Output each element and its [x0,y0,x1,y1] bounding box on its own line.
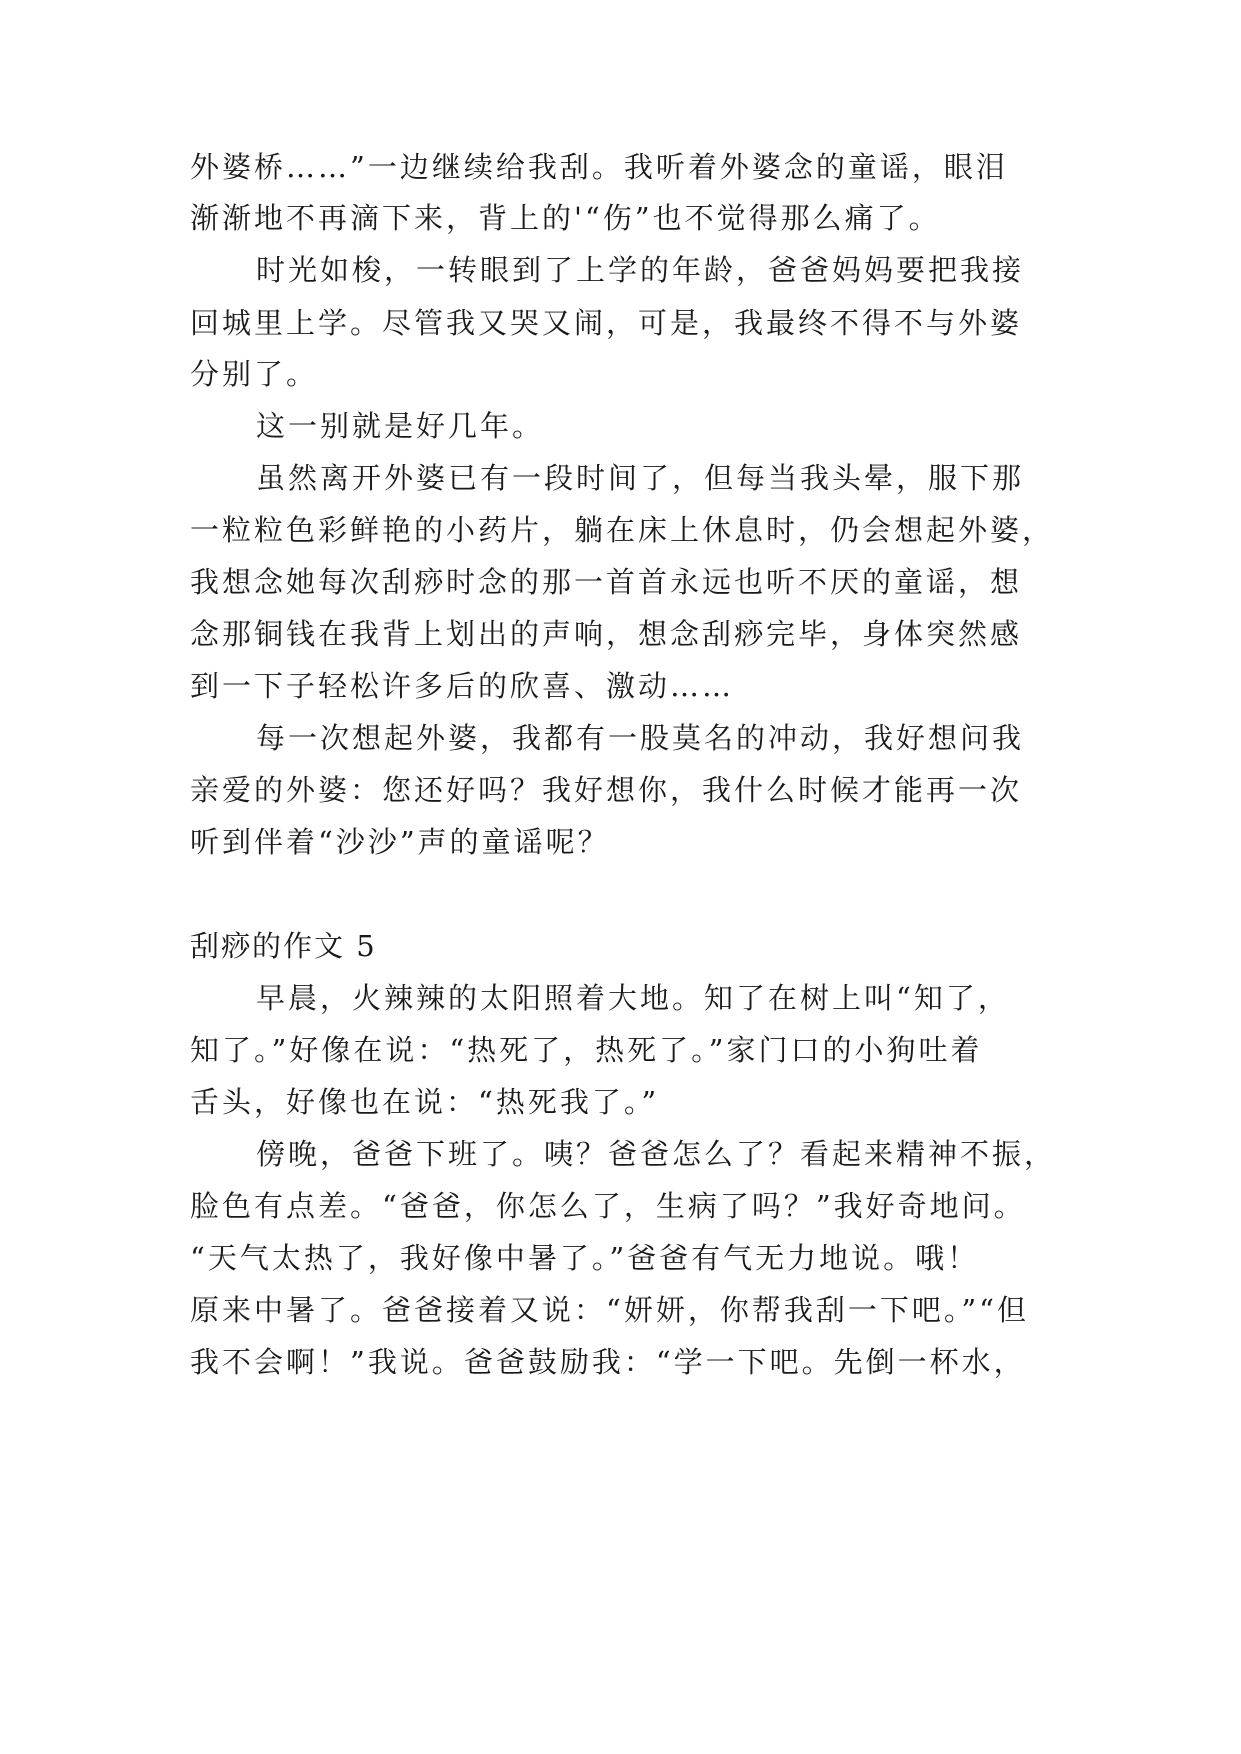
text-line: 我想念她每次刮痧时念的那一首首永远也听不厌的童谣，想 [190,565,1023,599]
text-line: 我不会啊！”我说。爸爸鼓励我：“学一下吧。先倒一杯水， [190,1345,1026,1379]
paragraph-start-line: 傍晚，爸爸下班了。咦？爸爸怎么了？看起来精神不振， [256,1137,1057,1171]
text-line: 知了。”好像在说：“热死了，热死了。”家门口的小狗吐着 [190,1033,983,1067]
text-line: 回城里上学。尽管我又哭又闹，可是，我最终不得不与外婆 [190,306,1023,340]
paragraph-start-line: 每一次想起外婆，我都有一股莫名的冲动，我好想问我 [256,721,1025,755]
text-line: 分别了。 [190,357,319,391]
text-line: 念那铜钱在我背上划出的声响，想念刮痧完毕，身体突然感 [190,617,1023,651]
paragraph-start-line: 早晨，火辣辣的太阳照着大地。知了在树上叫“知了， [256,981,1010,1015]
text-line: 外婆桥……”一边继续给我刮。我听着外婆念的童谣，眼泪 [190,150,1008,184]
text-line: 一粒粒色彩鲜艳的小药片，躺在床上休息时，仍会想起外婆， [190,513,1055,547]
text-line: 舌头，好像也在说：“热死我了。” [190,1085,660,1119]
text-line: 原来中暑了。爸爸接着又说：“妍妍，你帮我刮一下吧。”“但 [190,1293,1029,1327]
text-line: “天气太热了，我好像中暑了。”爸爸有气无力地说。哦！ [190,1241,980,1275]
paragraph-start-line: 时光如梭，一转眼到了上学的年龄，爸爸妈妈要把我接 [256,253,1025,287]
text-line: 脸色有点差。“爸爸，你怎么了，生病了吗？”我好奇地问。 [190,1189,1026,1223]
text-line: 听到伴着“沙沙”声的童谣呢？ [190,825,610,859]
text-line: 渐渐地不再滴下来，背上的'“伤”也不觉得那么痛了。 [190,201,941,235]
paragraph-start-line: 这一别就是好几年。 [256,409,545,443]
paragraph-start-line: 虽然离开外婆已有一段时间了，但每当我头晕，服下那 [256,461,1025,495]
section-heading: 刮痧的作文 5 [190,929,377,963]
text-line: 到一下子轻松许多后的欣喜、激动…… [190,669,735,703]
text-line: 亲爱的外婆：您还好吗？我好想你，我什么时候才能再一次 [190,773,1023,807]
